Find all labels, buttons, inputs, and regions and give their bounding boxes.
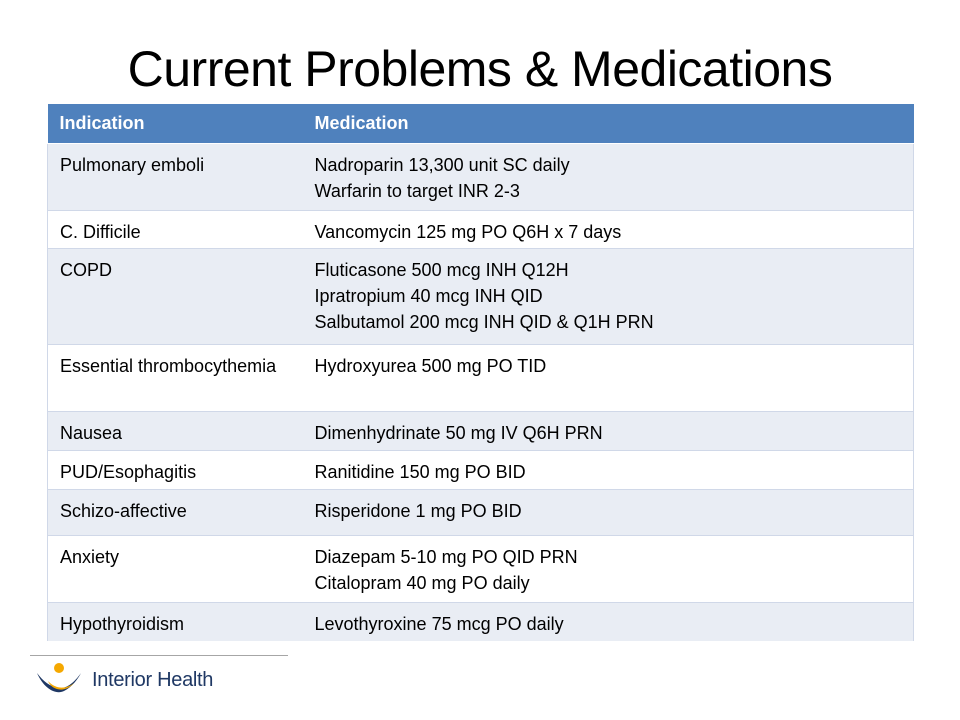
slide-title: Current Problems & Medications: [127, 41, 833, 97]
indication-cell: Nausea: [48, 412, 303, 451]
medication-cell: [303, 144, 914, 211]
indication-cell: Anxiety: [48, 536, 303, 603]
table-header-row: [48, 104, 914, 144]
medication-line: Fluticasone 500 mcg INH Q12H: [314, 260, 569, 280]
medication-line: Ranitidine 150 mg PO BID: [314, 462, 526, 482]
table-header: [48, 104, 914, 144]
column-header-indication: Indication: [48, 104, 303, 144]
table-row: [48, 345, 914, 412]
medication-line: Nadroparin 13,300 unit SC daily: [314, 155, 570, 175]
medication-line: Salbutamol 200 mcg INH QID & Q1H PRN: [314, 312, 654, 332]
medication-cell: [303, 451, 914, 490]
logo-text: Interior Health: [92, 668, 214, 691]
table-row: [48, 144, 914, 211]
medication-line: Dimenhydrinate 50 mg IV Q6H PRN: [314, 423, 603, 443]
indication-cell: PUD/Esophagitis: [48, 451, 303, 490]
table-body: [48, 144, 914, 641]
medication-cell: [303, 249, 914, 345]
medications-table: [47, 104, 914, 641]
medication-line: Risperidone 1 mg PO BID: [314, 501, 522, 521]
indication-cell: Essential thrombocythemia: [48, 345, 303, 412]
medication-cell: [303, 211, 914, 249]
indication-cell: Hypothyroidism: [48, 603, 303, 641]
medication-cell: [303, 412, 914, 451]
medication-line: Diazepam 5-10 mg PO QID PRN: [314, 547, 578, 567]
medication-cell: [303, 345, 914, 412]
medication-line: Citalopram 40 mg PO daily: [314, 573, 530, 593]
medication-line: Vancomycin 125 mg PO Q6H x 7 days: [314, 222, 622, 242]
table-row: [48, 603, 914, 641]
medication-cell: [303, 603, 914, 641]
table-row: [48, 536, 914, 603]
footer-divider: [30, 655, 288, 656]
medications-table-wrap: [47, 104, 913, 641]
medication-line: Ipratropium 40 mcg INH QID: [314, 286, 543, 306]
table-row: [48, 451, 914, 490]
medication-cell: [303, 490, 914, 536]
table-row: [48, 412, 914, 451]
medication-line: Levothyroxine 75 mcg PO daily: [314, 614, 564, 634]
interior-health-logo: [34, 660, 213, 700]
medication-line: Warfarin to target INR 2-3: [314, 181, 520, 201]
indication-cell: COPD: [48, 249, 303, 345]
table-row: [48, 490, 914, 536]
interior-health-logo-icon: [34, 661, 84, 699]
medication-line: Hydroxyurea 500 mg PO TID: [314, 356, 547, 376]
column-header-medication: Medication: [303, 104, 914, 144]
table-row: [48, 249, 914, 345]
indication-cell: Pulmonary emboli: [48, 144, 303, 211]
indication-cell: C. Difficile: [48, 211, 303, 249]
medication-cell: [303, 536, 914, 603]
indication-cell: Schizo-affective: [48, 490, 303, 536]
table-row: [48, 211, 914, 249]
